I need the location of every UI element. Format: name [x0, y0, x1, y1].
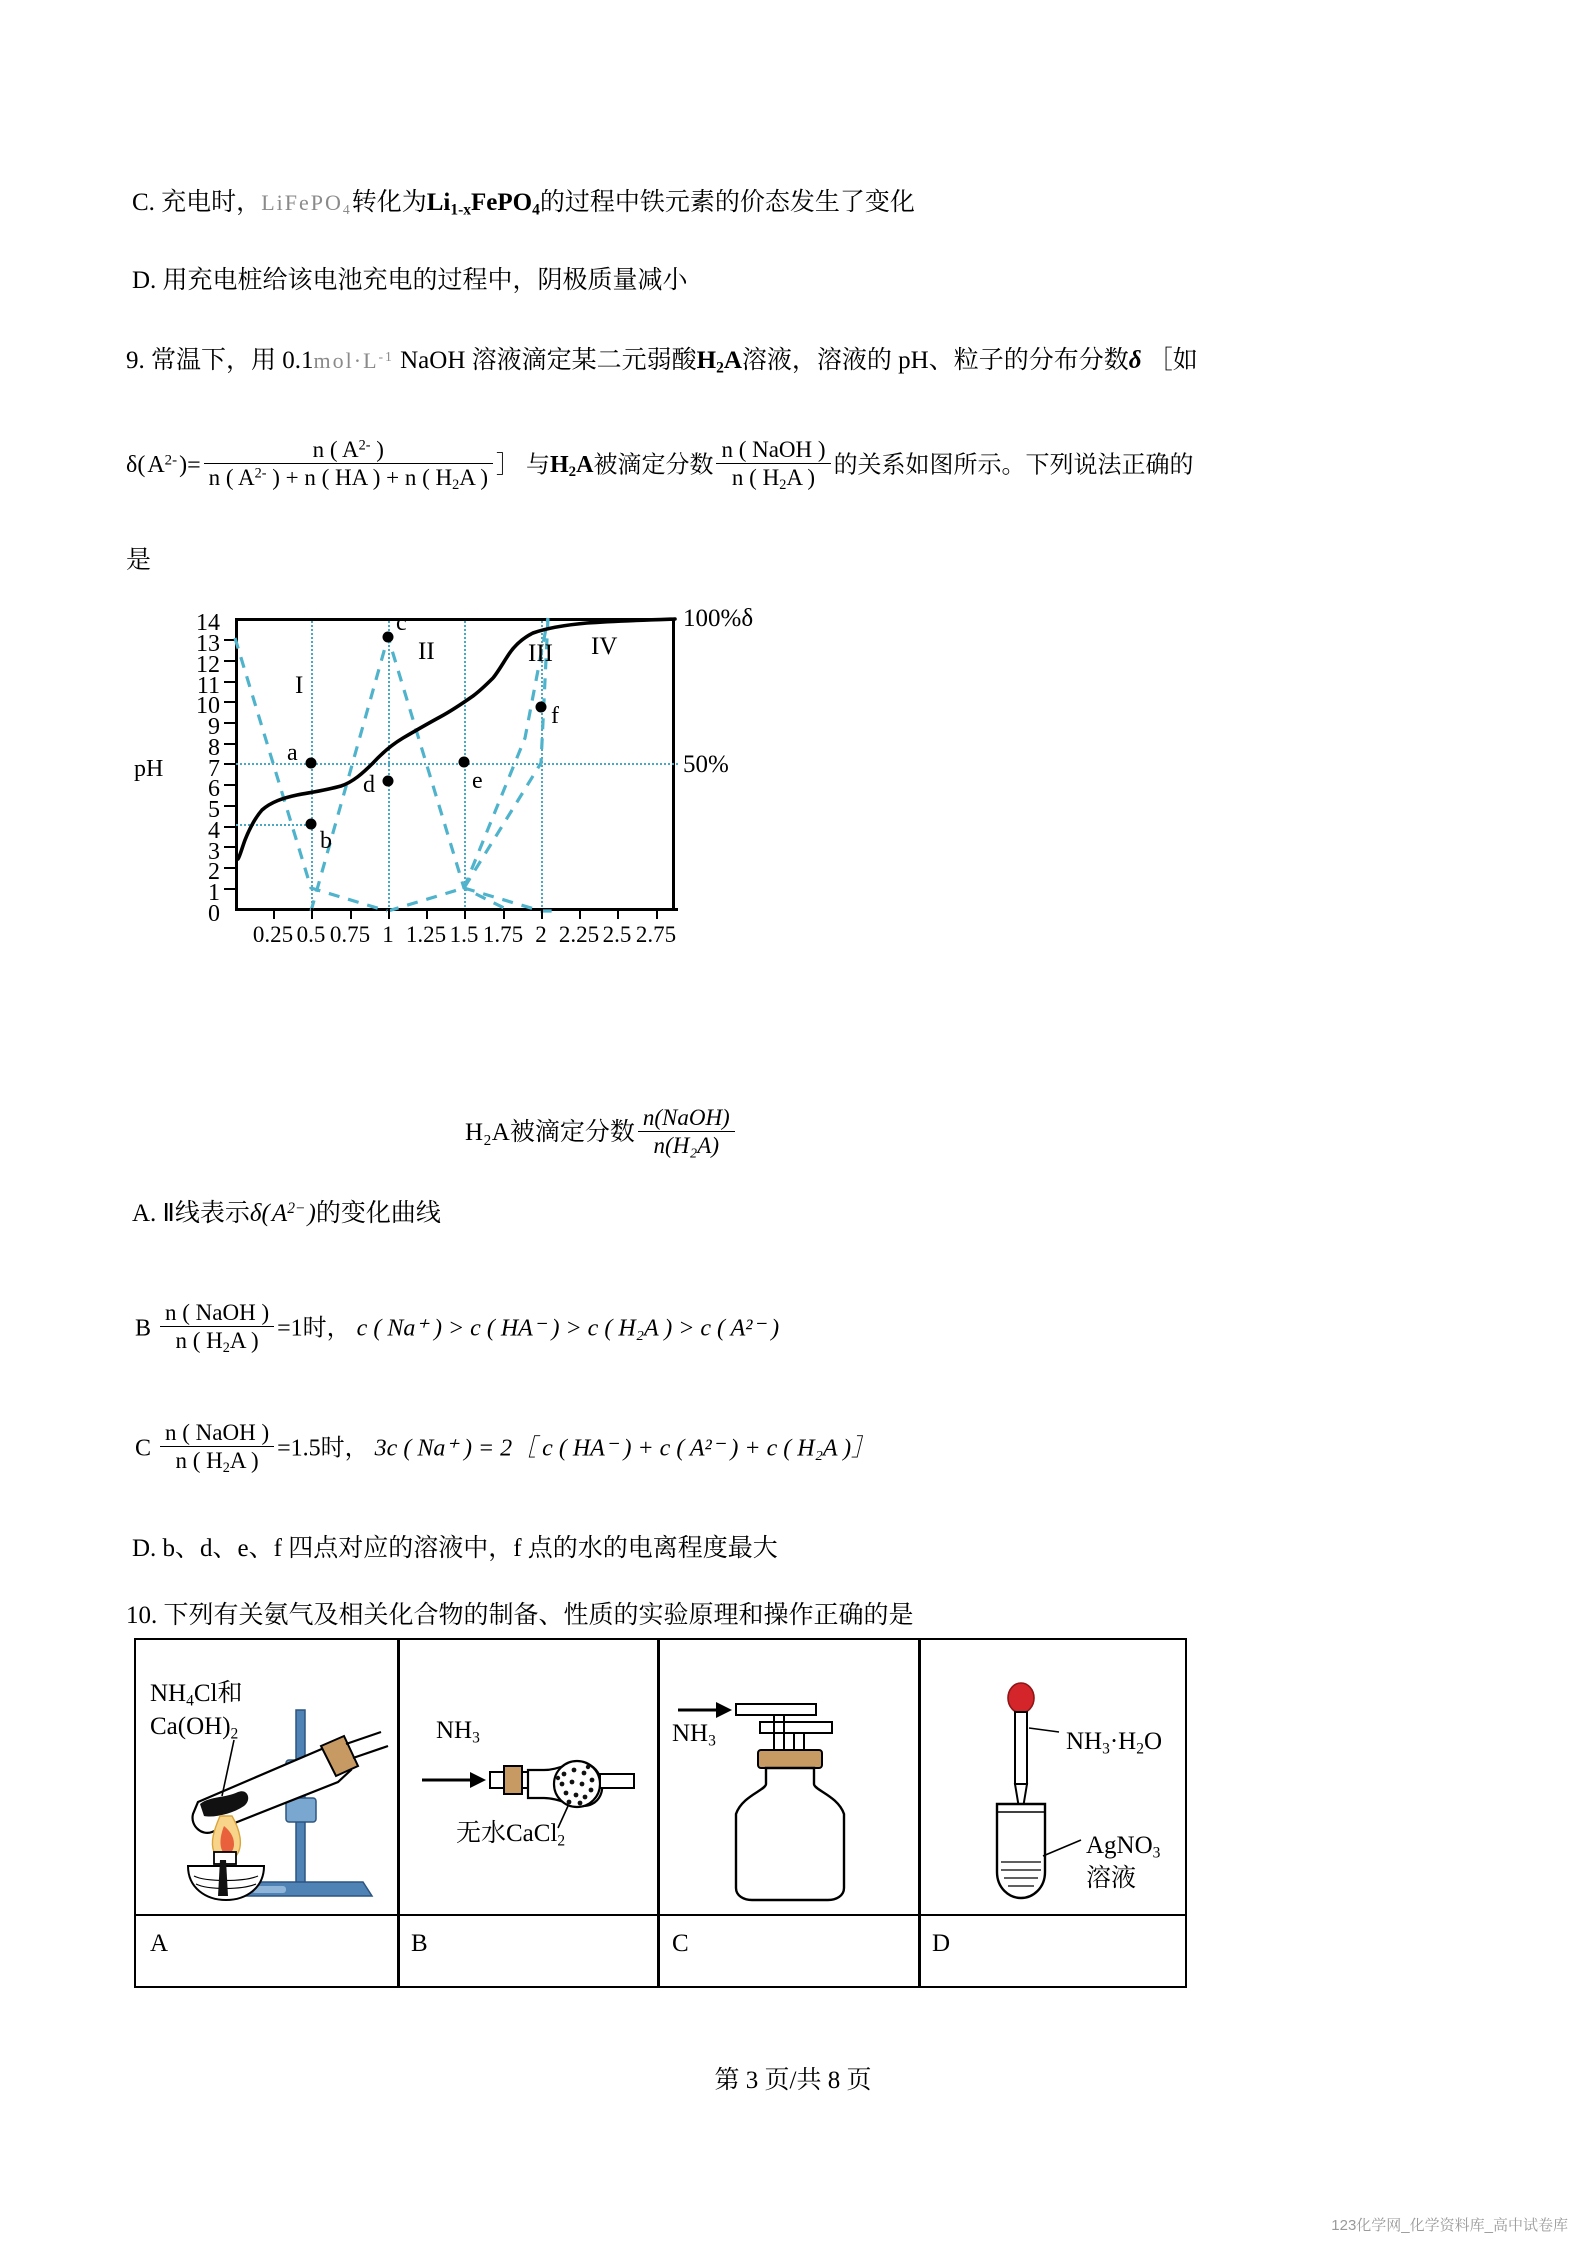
cell-c-gas-label: $NH_3$: [672, 1720, 716, 1750]
cell-letter-b: B: [411, 1930, 428, 1957]
q9-option-b: [135, 1300, 779, 1357]
table-col-sep-3: [918, 1640, 921, 1914]
option-c-tail: 的过程中铁元素的价态发生了变化: [539, 189, 915, 216]
x-axis-fraction-denominator: n(H₂A): [638, 1131, 735, 1159]
x-tick-label-1: 1: [382, 922, 394, 947]
point-d-label: d: [363, 772, 375, 798]
y-tick-label-2: 2: [208, 859, 220, 885]
q9-acid-h2a: $H_2A$: [696, 347, 742, 377]
q10-stem: 10. 下列有关氨气及相关化合物的制备、性质的实验原理和操作正确的是: [126, 1602, 914, 1629]
right-label-100-percent: 100%δ: [683, 605, 754, 632]
q9-stem-line3: 是: [126, 547, 152, 574]
titration-chart: [134, 600, 754, 1070]
q9-option-c-eq: =1.5: [277, 1435, 321, 1462]
q9-option-c-expr: 3c ( Na⁺ ) = 2［ c ( HA⁻ ) + c ( A²⁻ ) + c ( H₂A )］: [374, 1435, 876, 1462]
point-a-dot: [306, 758, 317, 769]
apparatus-c-diagram: [666, 1692, 906, 1907]
q9-stem-line1: [126, 345, 1198, 378]
x-tick-label-2.5: 2.5: [602, 922, 632, 947]
cell-letter-d: D: [932, 1930, 951, 1957]
q9-option-b-letter: B: [135, 1315, 152, 1342]
cell-letter-c: C: [672, 1930, 689, 1957]
y-tick-label-11: 11: [196, 673, 220, 699]
q9-option-a: [132, 1198, 441, 1231]
curve-label-II: II: [418, 638, 435, 665]
x-tick-label-1.5: 1.5: [449, 922, 479, 947]
y-tick-label-1: 1: [208, 880, 220, 906]
delta-bracket-close: ］: [496, 452, 520, 479]
x-axis-title-fraction: [638, 1105, 735, 1159]
option-c-prefix: C. 充电时，: [132, 189, 262, 216]
x-axis-fraction-numerator: n(NaOH): [642, 1105, 730, 1130]
cell-letter-a: A: [150, 1930, 169, 1957]
q9-number: 9.: [126, 347, 145, 374]
x-axis-title: [465, 1105, 738, 1159]
right-label-50-percent: 50%: [683, 751, 729, 778]
curve-label-I: I: [295, 672, 304, 699]
point-c-dot: [383, 632, 394, 643]
delta-denominator: n ( $A^{2-}$ ) + n ( HA ) + n ( $H_2A$ ): [204, 463, 493, 494]
x-tick-label-2.75: 2.75: [635, 922, 677, 947]
q9-delta-definition: [126, 437, 1194, 494]
apparatus-table-letters-row: [134, 1916, 1187, 1988]
table-col-sep-2: [657, 1640, 660, 1914]
x-tick-label-1.25: 1.25: [405, 922, 447, 947]
q9-option-b-eq: =1: [277, 1315, 303, 1342]
option-c-mid: 转化为: [351, 189, 427, 216]
curve-label-III: III: [528, 640, 553, 667]
q9-line1-c: 溶液，溶液的 pH、粒子的分布分数: [741, 347, 1129, 374]
q9-option-b-expr: c ( Na⁺ ) > c ( HA⁻ ) > c ( H₂A ) > c ( A²⁻ ): [356, 1315, 780, 1342]
x-tick-label-0.5: 0.5: [296, 922, 326, 947]
table2-col-sep-3: [918, 1916, 921, 1986]
point-f-dot: [536, 702, 547, 713]
x-tick-label-2.25: 2.25: [558, 922, 600, 947]
y-tick-label-4: 4: [208, 818, 220, 844]
table2-col-sep-1: [397, 1916, 400, 1986]
q9-option-b-fraction: [160, 1300, 274, 1357]
q9-line1-a: 常温下，用 0.1: [151, 347, 314, 374]
watermark: 123化学网_化学资料库_高中试卷库: [1331, 2217, 1568, 2234]
delta-equals: =: [187, 452, 201, 479]
y-tick-label-3: 3: [208, 839, 220, 865]
y-axis-label: pH: [134, 756, 164, 782]
cell-d-top-label: $NH_3\cdot H_2O$: [1066, 1728, 1163, 1758]
q9-with-word: 与: [526, 452, 550, 479]
y-tick-label-13: 13: [196, 631, 220, 657]
q9-option-c-den: n ( $H_2A$ ): [160, 1446, 274, 1477]
q9-option-c-fraction: [160, 1420, 274, 1477]
point-e-dot: [459, 757, 470, 768]
point-d-dot: [383, 776, 394, 787]
ratio-numerator: n ( NaOH ): [721, 437, 826, 462]
table2-col-sep-2: [657, 1916, 660, 1986]
option-d-line: D. 用充电桩给该电池充电的过程中，阴极质量减小: [132, 267, 688, 294]
delta-fraction: [204, 437, 493, 494]
x-tick-label-0.75: 0.75: [329, 922, 371, 947]
x-tick-label-2: 2: [535, 922, 547, 947]
apparatus-b-diagram: [412, 1740, 642, 1850]
option-c-formula-li1xfepo4: $Li_{1-x}FePO_4$: [426, 189, 540, 219]
q9-titrated-word: 被滴定分数: [593, 452, 714, 479]
delta-numerator: n ( $A^{2-}$ ): [312, 437, 384, 462]
q9-option-b-den: n ( $H_2A$ ): [160, 1326, 274, 1357]
q9-option-c-letter: C: [135, 1435, 152, 1462]
delta-lhs: δ( $A^{2-}$ ): [126, 452, 188, 479]
apparatus-a-diagram: [148, 1700, 393, 1912]
q9-option-b-shi: 时，: [302, 1315, 351, 1342]
y-tick-label-12: 12: [196, 652, 220, 678]
point-a-label: a: [287, 740, 298, 766]
q9-acid-h2a-2: $H_2A$: [550, 452, 594, 481]
q9-option-c: [135, 1420, 875, 1477]
y-tick-label-0: 0: [208, 901, 220, 927]
q9-option-a-prefix: A. Ⅱ线表示: [132, 1200, 250, 1227]
y-tick-label-8: 8: [208, 735, 220, 761]
q9-conc-unit: $mol\cdot L^{-1}$: [313, 348, 394, 373]
q9-option-a-tail: 的变化曲线: [315, 1200, 441, 1227]
q9-delta-symbol: δ: [1128, 347, 1142, 374]
apparatus-table: [134, 1638, 1187, 1916]
cell-b-caption: 无水CaCl$_2$: [456, 1820, 566, 1850]
q9-line2-tail: 的关系如图所示。下列说法正确的: [833, 452, 1194, 479]
point-f-label: f: [551, 703, 559, 729]
curve-layer: [235, 618, 678, 911]
ratio-denominator: n ( $H_2A$ ): [716, 463, 830, 494]
point-c-label: c: [396, 610, 407, 636]
x-tick-label-1.75: 1.75: [482, 922, 524, 947]
cell-a-caption: $NH_4Cl$和 $Ca(OH)_2$: [150, 1680, 243, 1743]
cell-d-bottom-label: AgNO$_3$ 溶液: [1086, 1832, 1161, 1892]
x-axis-title-text: H₂A被滴定分数: [465, 1118, 635, 1146]
q9-option-b-num: n ( NaOH ): [165, 1300, 270, 1325]
y-tick-label-14: 14: [196, 610, 220, 636]
point-b-dot: [306, 819, 317, 830]
q9-option-d: D. b、d、e、f 四点对应的溶液中，f 点的水的电离程度最大: [132, 1535, 778, 1562]
curve-label-IV: IV: [591, 633, 618, 660]
table-col-sep-1: [397, 1640, 400, 1914]
cell-b-gas-label: $NH_3$: [436, 1717, 480, 1747]
q9-option-c-shi: 时，: [320, 1435, 369, 1462]
option-c-line: [132, 187, 915, 220]
y-tick-label-6: 6: [208, 776, 220, 802]
q9-option-a-delta: δ( $A^{2-}$ ): [249, 1199, 316, 1227]
y-tick-label-7: 7: [208, 756, 220, 782]
y-tick-label-5: 5: [208, 797, 220, 823]
point-b-label: b: [320, 828, 332, 854]
y-tick-label-9: 9: [208, 714, 220, 740]
page-footer: 第 3 页/共 8 页: [714, 2067, 872, 2094]
x-tick-label-0.25: 0.25: [252, 922, 294, 947]
y-tick-label-10: 10: [196, 693, 220, 719]
q9-line1-b: NaOH 溶液滴定某二元弱酸: [400, 347, 697, 374]
apparatus-d-diagram: [931, 1676, 1171, 1906]
option-c-formula-lifepo4: LiFePO$_4$: [261, 190, 352, 217]
titration-ratio-fraction: [716, 437, 830, 494]
point-e-label: e: [472, 768, 483, 794]
q9-bracket-open: ［如: [1147, 347, 1198, 374]
q9-option-c-num: n ( NaOH ): [165, 1420, 270, 1445]
